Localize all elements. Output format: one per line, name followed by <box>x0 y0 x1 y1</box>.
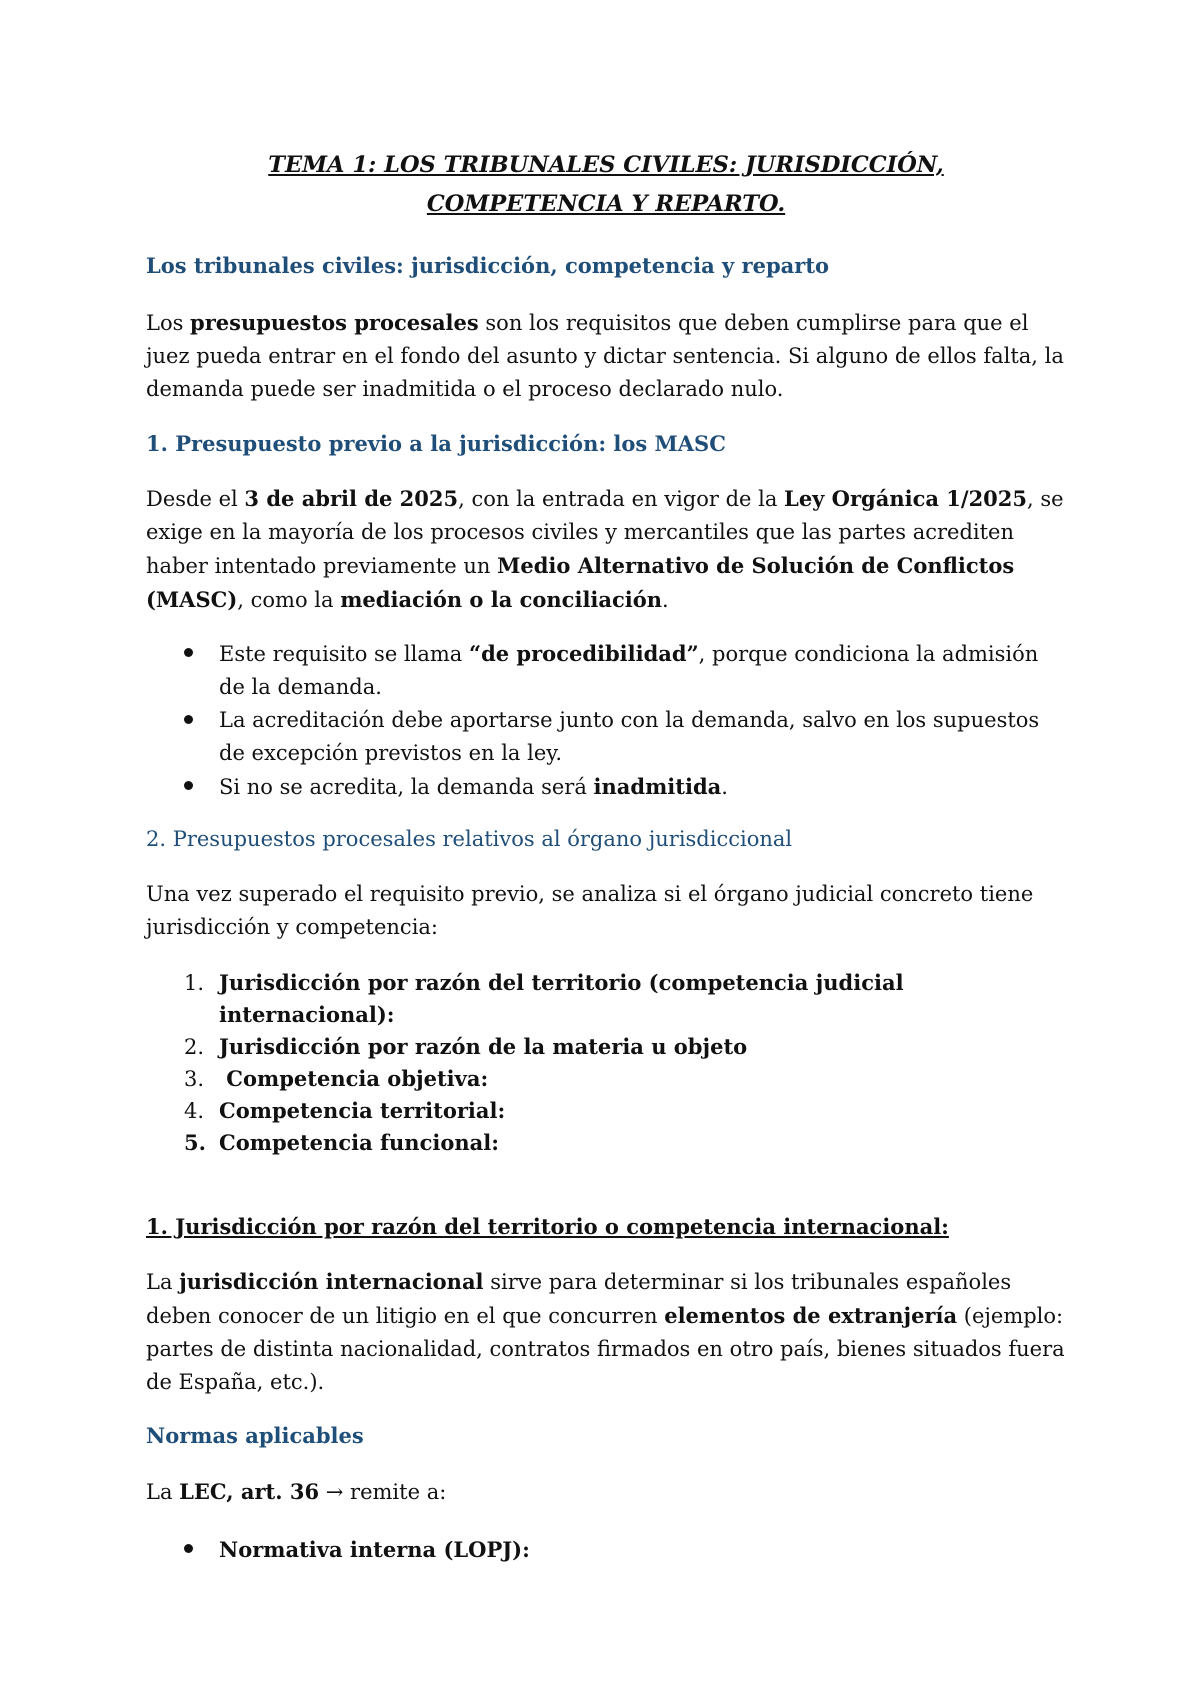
bullet-icon <box>184 648 193 657</box>
list-number: 3. <box>184 1067 205 1091</box>
intro-text-2: son los requisitos que deben cumplirse para que el juez pueda entrar en el fondo del asunto y dictar sentencia. Si alguno de ellos falta, la demanda puede ser inadmitida o el proceso declarado nulo. <box>146 311 1064 401</box>
intl-text-3: (ejemplo: partes de distinta nacionalidad, contratos firmados en otro país, bienes situados fuera de España, etc.). <box>146 1304 1065 1394</box>
intro-text-1: Los <box>146 311 191 335</box>
document-content <box>146 146 1066 1567</box>
bullet-bold: “de procedibilidad” <box>469 641 699 666</box>
intl-bold-1: jurisdicción internacional <box>179 1269 484 1294</box>
bullet-text: . <box>721 775 728 799</box>
lec-text-2: → remite a: <box>319 1480 447 1504</box>
masc-date: 3 de abril de 2025 <box>244 486 459 511</box>
bullet-icon <box>184 1544 193 1553</box>
lec-bold: LEC, art. 36 <box>179 1479 320 1504</box>
title-line-1: TEMA 1: LOS TRIBUNALES CIVILES: JURISDICCIÓN, <box>268 152 944 178</box>
list-item <box>146 770 1066 804</box>
list-number: 1. <box>184 971 205 995</box>
bullet-bold: Normativa interna (LOPJ): <box>219 1537 530 1562</box>
intl-text-1: La <box>146 1270 180 1294</box>
normas-bullet-list <box>146 1533 1066 1567</box>
lec-text-1: La <box>146 1480 180 1504</box>
bullet-text: La acreditación debe aportarse junto con la demanda, salvo en los supuestos de excepción previstos en la ley. <box>219 708 1040 765</box>
list-item <box>146 1127 1066 1159</box>
list-item <box>146 967 1066 1031</box>
intro-bold-term: presupuestos procesales <box>190 310 479 335</box>
intl-text-2: sirve para determinar si los tribunales españoles deben conocer de un litigio en el que concurren <box>146 1270 1012 1328</box>
masc-text-2: , con la entrada en vigor de la <box>458 487 785 511</box>
intro-paragraph <box>146 306 1066 406</box>
masc-text-5: . <box>662 588 669 612</box>
masc-bullet-list <box>146 637 1066 804</box>
masc-text-3: , se exige en la mayoría de los procesos civiles y mercantiles que las partes acrediten haber intentado previamente un <box>146 487 1064 578</box>
list-item <box>146 1031 1066 1063</box>
list-item <box>146 1095 1066 1127</box>
list-number: 2. <box>184 1035 205 1059</box>
masc-text-1: Desde el <box>146 487 245 511</box>
masc-term: Medio Alternativo de Solución de Conflictos (MASC) <box>146 553 1015 612</box>
document-title <box>146 146 1066 224</box>
title-line-2: COMPETENCIA Y REPARTO. <box>426 191 786 217</box>
presupuestos-numbered-list <box>146 967 1066 1159</box>
bullet-icon <box>184 715 193 724</box>
organo-paragraph: Una vez superado el requisito previo, se analiza si el órgano judicial concreto tiene jurisdicción y competencia: <box>146 882 1034 939</box>
list-label: Competencia territorial: <box>219 1098 506 1123</box>
bullet-bold: inadmitida <box>593 774 722 799</box>
masc-paragraph <box>146 482 1066 617</box>
lec-paragraph <box>146 1475 1066 1509</box>
heading-masc: 1. Presupuesto previo a la jurisdicción: los MASC <box>146 431 726 456</box>
list-item <box>146 704 1066 770</box>
bullet-text: Si no se acredita, la demanda será <box>219 775 594 799</box>
list-number: 5. <box>184 1130 206 1155</box>
heading-jurisdiccion-territorio: 1. Jurisdicción por razón del territorio o competencia internacional: <box>146 1214 949 1239</box>
list-item <box>146 1533 1066 1567</box>
bullet-icon <box>184 781 193 790</box>
intl-bold-2: elementos de extranjería <box>664 1303 958 1328</box>
section-heading: Los tribunales civiles: jurisdicción, competencia y reparto <box>146 253 830 278</box>
bullet-text: Este requisito se llama <box>219 642 469 666</box>
list-number: 4. <box>184 1099 205 1123</box>
list-item <box>146 637 1066 704</box>
masc-examples: mediación o la conciliación <box>340 587 663 612</box>
masc-law: Ley Orgánica 1/2025 <box>784 486 1028 511</box>
list-label: Jurisdicción por razón del territorio (competencia judicial internacional): <box>219 970 904 1027</box>
list-label: Competencia funcional: <box>219 1130 499 1155</box>
list-item <box>146 1063 1066 1095</box>
heading-organo: 2. Presupuestos procesales relativos al órgano jurisdiccional <box>146 827 793 851</box>
list-label: Competencia objetiva: <box>219 1066 489 1091</box>
bullet-text: , porque condiciona la admisión de la demanda. <box>219 642 1039 699</box>
intl-paragraph <box>146 1265 1066 1399</box>
masc-text-4: , como la <box>237 588 341 612</box>
heading-normas: Normas aplicables <box>146 1423 364 1448</box>
list-label: Jurisdicción por razón de la materia u objeto <box>219 1034 748 1059</box>
